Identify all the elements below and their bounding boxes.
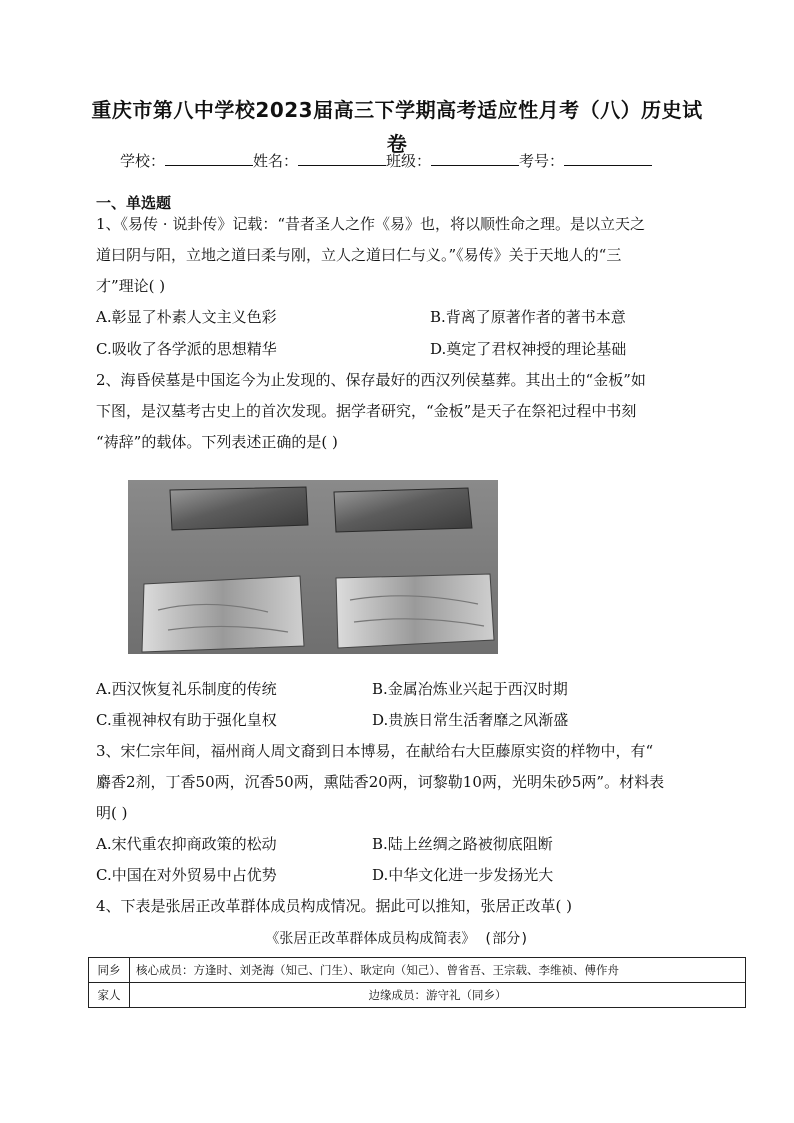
- question-1-line-3: 才”理论( ): [96, 277, 166, 295]
- question-3-line-3: 明( ): [96, 804, 128, 822]
- question-1-line-2: 道曰阴与阳，立地之道曰柔与刚，立人之道曰仁与义。”《易传》关于天地人的“三: [96, 246, 622, 264]
- question-2-line-3: “祷辞”的载体。下列表述正确的是( ): [96, 433, 338, 451]
- q3-option-c[interactable]: C.中国在对外贸易中占优势: [96, 866, 277, 884]
- title-line-1: 重庆市第八中学校2023届高三下学期高考适应性月考（八）历史试: [91, 98, 703, 122]
- name-field: [253, 149, 386, 171]
- question-3-line-1: 3、宋仁宗年间，福州商人周文裔到日本博易，在献给右大臣藤原实资的样物中，有“: [96, 742, 654, 760]
- q2-option-c[interactable]: C.重视神权有助于强化皇权: [96, 711, 277, 729]
- gold-plate-4: [336, 574, 494, 648]
- question-4-line-1: 4、下表是张居正改革群体成员构成情况。据此可以推知，张居正改革( ): [96, 897, 573, 915]
- q2-option-b[interactable]: B.金属冶炼业兴起于西汉时期: [372, 680, 568, 698]
- exam-number-label: 考号：: [519, 152, 565, 170]
- class-field: [386, 149, 519, 171]
- school-label: 学校：: [120, 152, 166, 170]
- q1-option-c[interactable]: C.吸收了各学派的思想精华: [96, 340, 277, 358]
- table-row: [89, 958, 746, 983]
- gold-plate-3: [142, 576, 304, 652]
- q2-option-d[interactable]: D.贵族日常生活奢靡之风渐盛: [372, 711, 569, 729]
- name-blank[interactable]: [298, 149, 386, 166]
- gold-plates-photo: [128, 480, 498, 654]
- school-field: [120, 149, 253, 171]
- q2-option-a[interactable]: A.西汉恢复礼乐制度的传统: [96, 680, 277, 698]
- gold-plate-2: [334, 488, 472, 532]
- q3-option-d[interactable]: D.中华文化进一步发扬光大: [372, 866, 554, 884]
- question-2-line-2: 下图，是汉墓考古史上的首次发现。据学者研究，“金板”是天子在祭祀过程中书刻: [96, 402, 637, 420]
- table-cell-content: 核心成员：方逢时、刘尧海（知己、门生）、耿定向（知己）、曾省吾、王宗载、李维祯、傅作舟: [130, 958, 746, 983]
- table-cell-label: 家人: [89, 983, 130, 1008]
- question-1-line-1: 1、《易传 · 说卦传》记载：“昔者圣人之作《易》也，将以顺性命之理。是以立天之: [96, 215, 646, 233]
- q1-option-a[interactable]: A.彰显了朴素人文主义色彩: [96, 308, 277, 326]
- title-line-2: 卷: [386, 132, 408, 156]
- exam-number-field: [519, 149, 652, 171]
- table-cell-content: 边缘成员：游守礼（同乡）: [130, 983, 746, 1008]
- question-1-stem: [96, 209, 702, 302]
- student-info-line: [120, 149, 652, 171]
- table-row: [89, 983, 746, 1008]
- question-2-stem: [96, 365, 702, 458]
- class-label: 班级：: [386, 152, 432, 170]
- q3-option-b[interactable]: B.陆上丝绸之路被彻底阻断: [372, 835, 553, 853]
- table-caption: 《张居正改革群体成员构成简表》 (部分): [265, 931, 529, 947]
- question-4-stem: [96, 891, 702, 922]
- question-2-line-1: 2、海昏侯墓是中国迄今为止发现的、保存最好的西汉列侯墓葬。其出土的“金板”如: [96, 371, 646, 389]
- table-cell-label: 同乡: [89, 958, 130, 983]
- exam-number-blank[interactable]: [564, 149, 652, 166]
- question-3-line-2: 麝香2剂，丁香50两，沉香50两，熏陆香20两，诃黎勒10两，光明朱砂5两”。材料表: [96, 773, 665, 791]
- name-label: 姓名：: [253, 152, 299, 170]
- q3-option-a[interactable]: A.宋代重农抑商政策的松动: [96, 835, 277, 853]
- q1-option-b[interactable]: B.背离了原著作者的著书本意: [430, 308, 626, 326]
- section-heading: 一、单选题: [96, 194, 172, 212]
- school-blank[interactable]: [165, 149, 253, 166]
- gold-plate-1: [170, 487, 308, 530]
- question-3-stem: [96, 736, 702, 829]
- reform-members-table: [88, 957, 746, 1008]
- class-blank[interactable]: [431, 149, 519, 166]
- q1-option-d[interactable]: D.奠定了君权神授的理论基础: [430, 340, 627, 358]
